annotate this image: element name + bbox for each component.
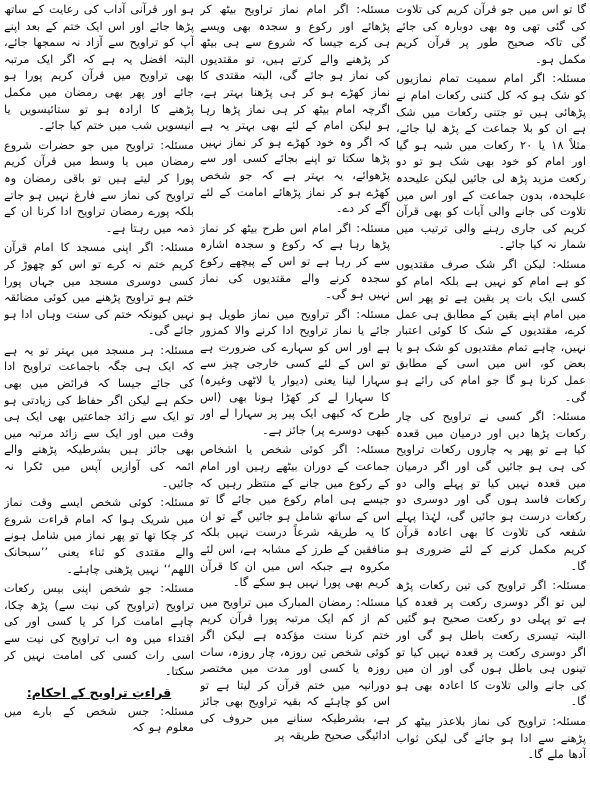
paragraph: مسئلہ: جو شخص اپنی بیس رکعات تراویح (تراویح کی نیت سے) پڑھ چکا، چاہے امامت کرا کر یا کسی اور کی اقتداء میں وہ اب تراویح کی نیت سے اسی رات کسی کی امامت نہیں کر سکتا۔ <box>4 582 194 679</box>
paragraph: مسئلہ: جس شخص کے بارے میں معلوم ہو کہ <box>4 704 194 735</box>
document-page <box>4 2 586 798</box>
paragraph: ہو اور قرآنی آداب کی رعایت کے ساتھ پڑھا جائے اور اس ایک ختم کے بعد اپنے آپ کو تراویح سے آزاد نہ سمجھا جائے، البتہ افضل یہ ہے کہ اگر ایک مرتبہ بھی تراویح میں قرآن کریم پورا ہو جائے اور پھر بھی رمضان میں مکمل پڑھنے کا ارادہ ہو تو ستائیسویں یا انیسویں شب میں ختم کیا جائے۔ <box>4 3 194 133</box>
text-column-right <box>396 2 586 798</box>
text-column-middle <box>200 2 390 798</box>
paragraph: مسئلہ: تراویح کی نماز بلاعذر بیٹھ کر پڑھنے سے ادا ہو جائے گی لیکن ثواب آدھا ملے گا۔ <box>396 714 586 762</box>
paragraph: مسئلہ: کوئی شخص ایسے وقت نماز میں شریک ہوا کہ امام قراءت شروع کر چکا تھا تو پھر نماز میں شامل ہونے والے مقتدی کو ثناء یعنی ’’سبحانک اللھم‘‘ نہیں پڑھنی چاہئے۔ <box>4 496 194 576</box>
paragraph: مسئلہ: لیکن اگر شک صرف مقتدیوں کو ہے امام کو نہیں ہے بلکہ امام کو کسی ایک بات پر یقین ہے تو پھر اس میں امام اپنے یقین کے مطابق ہی عمل کرے، مقتدیوں کے شک کا کوئی اعتبار نہیں، چاہے تمام مقتدیوں کو شک ہو یا بعض کو، اس میں اسی کے مطابق عمل کرنا ہو گا جو امام کی رائے ہو گی۔ <box>396 257 586 404</box>
paragraph: مسئلہ: اگر امام نماز تراویح بیٹھ کر پڑھائے اور رکوع و سجدہ بھی ویسے ہی کرے جیسا کہ شروع سے ہی بیٹھ کر پڑھنے والے کرتے ہیں، تو مقتدیوں کی نماز ہو جائے گی، البتہ مقتدی کا نماز کھڑے ہو کر ہی پڑھنا بہتر ہے، اگرچہ امام بیٹھ کر ہی نماز پڑھا رہا ہو لیکن امام کے لئے بھی بہتر یہ ہے کہ اگر وہ خود کھڑے ہو کر نماز نہیں پڑھا سکتا تو اپنے بجائے کسی اور سے پڑھوائے، یہ بہتر ہے کہ جو شخص کھڑے ہو کر نماز پڑھائے امامت کے لئے آگے کر دے۔ <box>200 3 390 216</box>
paragraph: مسئلہ: ہر مسجد میں بہتر تو یہ ہے کہ ایک ہی جگہ باجماعت تراویح ادا کی جائے جیسا کہ فرائض میں بھی حکم ہے لیکن اگر حفاظ کی زیادتی ہو تو ایک سے زائد جماعتیں بھی ایک ہی وقت میں اور ایک سے زائد مرتبہ میں بھی جائز ہیں بشرطیکہ پڑھنے والے ائمہ کی آوازیں آپس میں ٹکرا نہ جائیں۔ <box>4 343 194 490</box>
paragraph: مسئلہ: تراویح میں جو حضرات شروع رمضان میں یا وسط میں قرآن کریم پورا کر لیتے ہیں تو باقی رمضان وہ تراویح کی نماز سے فارغ نہیں ہو جاتے بلکہ پورے رمضان تراویح ادا کرنا ان کے ذمہ میں رہتا ہے۔ <box>4 138 194 235</box>
paragraph: مسئلہ: اگر امام اس طرح بیٹھ کر نماز پڑھا رہا ہے کہ رکوع و سجدہ اشارہ سے کر رہا ہے تو اس کے پیچھے رکوع سجدہ کرنے والے مقتدیوں کی نماز نہیں ہو گی۔ <box>200 221 390 302</box>
paragraph: مسئلہ: رمضان المبارک میں تراویح میں کم از کم ایک مرتبہ پورا قرآن کریم ختم کرنا سنت مؤکدہ ہے لیکن اگر کوئی شخص تین روزہ، چار روزہ، سات روزہ یا کسی اور مدت میں مختصر دورانیہ میں ختم قرآن کر لیتا ہے تو اس کو چاہئے کہ بقیہ تراویح بھی جائز ہے، بشرطیکہ سنانے میں حروف کی ادائیگی صحیح طریقہ پر <box>200 595 390 742</box>
paragraph: مسئلہ: اگر تراویح کی تین رکعات پڑھ لیں تو اگر دوسری رکعت پر قعدہ کیا ہے تو پہلی دو رکعت صحیح ہو گئیں البتہ تیسری رکعت باطل ہو گی اور اگر دوسری رکعت پر قعدہ نہیں کیا تو تینوں ہی باطل ہوں گی اور ان میں کی جانے والی تلاوت کا اعادہ بھی ہو گا۔ <box>396 579 586 709</box>
text-column-left <box>4 2 194 798</box>
paragraph: مسئلہ: اگر کسی نے تراویح کی چار رکعات پڑھا دیں اور درمیان میں قعدہ کیا ہے تو پھر یہ چاروں رکعات تراویح کی ہی ہو جائیں گی اور اگر درمیان میں قعدہ نہیں کیا تو پہلے والی دو رکعات فاسد ہوں گی اور دوسری دو رکعات درست ہو جائیں گی، لہٰذا پہلے شفعہ کی تلاوت کا بھی اعادہ قرآن کریم مکمل کرنے کے لئے ضروری ہو گا۔ <box>396 410 586 573</box>
paragraph: مسئلہ: اگر تراویح میں نماز طویل ہو جائے یا نماز تراویح ادا کرنے والا کمزور ہے اور اس کو سہارے کی ضرورت ہے تو اس کے لئے کسی خارجی چیز سے سہارا لینا یعنی (دیوار یا لاٹھی وغیرہ) کا سہارا لے کر کھڑا ہونا بھی (اس طرح کہ کبھی ایک پیر پر سہارا لے اور کبھی دوسرے پر) جائز ہے۔ <box>200 307 390 437</box>
paragraph: گا تو اس میں جو قرآن کریم کی تلاوت کی گئی تھی وہ بھی دوبارہ کی جائے گی تاکہ صحیح طور پر قرآن کریم مکمل ہو۔ <box>396 3 586 66</box>
section-heading: قراءتِ تراویح کے احکام: <box>26 684 172 700</box>
paragraph: مسئلہ: اگر امام سمیت تمام نمازیوں کو شک ہو کہ کل کتنی رکعات امام نے پڑھائی ہیں تو جتنی رکعات میں شک ہے ان کو بلا جماعت کے پڑھ لیا جائے، مثلاً ۱۸ یا ۲۰ رکعات میں شبہ ہو گیا اور امام کو خود بھی شک ہو تو دو رکعت مزید پڑھ لی جائیں لیکن علیحدہ علیحدہ، بدون جماعت کے اور اس میں تلاوت کی جانے والی آیات کو بھی قرآن کریم کی جاری رہنے والی ترتیب میں شمار نہ کیا جائے۔ <box>396 72 586 252</box>
paragraph: مسئلہ: اگر کوئی شخص یا اشخاص جماعت کے دوران بیٹھے رہیں اور امام کے رکوع میں جانے کے منتظر رہیں کہ جیسے ہی امام رکوع میں جائے گا تو اس کے ساتھ شامل ہو جائیں گے تو ان کا یہ طریقہ شرعاً درست نہیں بلکہ منافقین کے طرز کے مشابہ ہے، اس لئے مکروہ ہے جبکہ اس میں ان کا قرآن کریم بھی پورا نہیں ہو سکے گا۔ <box>200 443 390 590</box>
paragraph: مسئلہ: اگر اپنی مسجد کا امام قرآن کریم ختم نہ کرے تو اس کو چھوڑ کر کسی دوسری مسجد میں جہاں پورا ختم ہو تراویح پڑھنے میں کوئی مضائقہ نہیں کیونکہ ختم کی سنت وہاں ادا ہو جائے گی۔ <box>4 241 194 338</box>
